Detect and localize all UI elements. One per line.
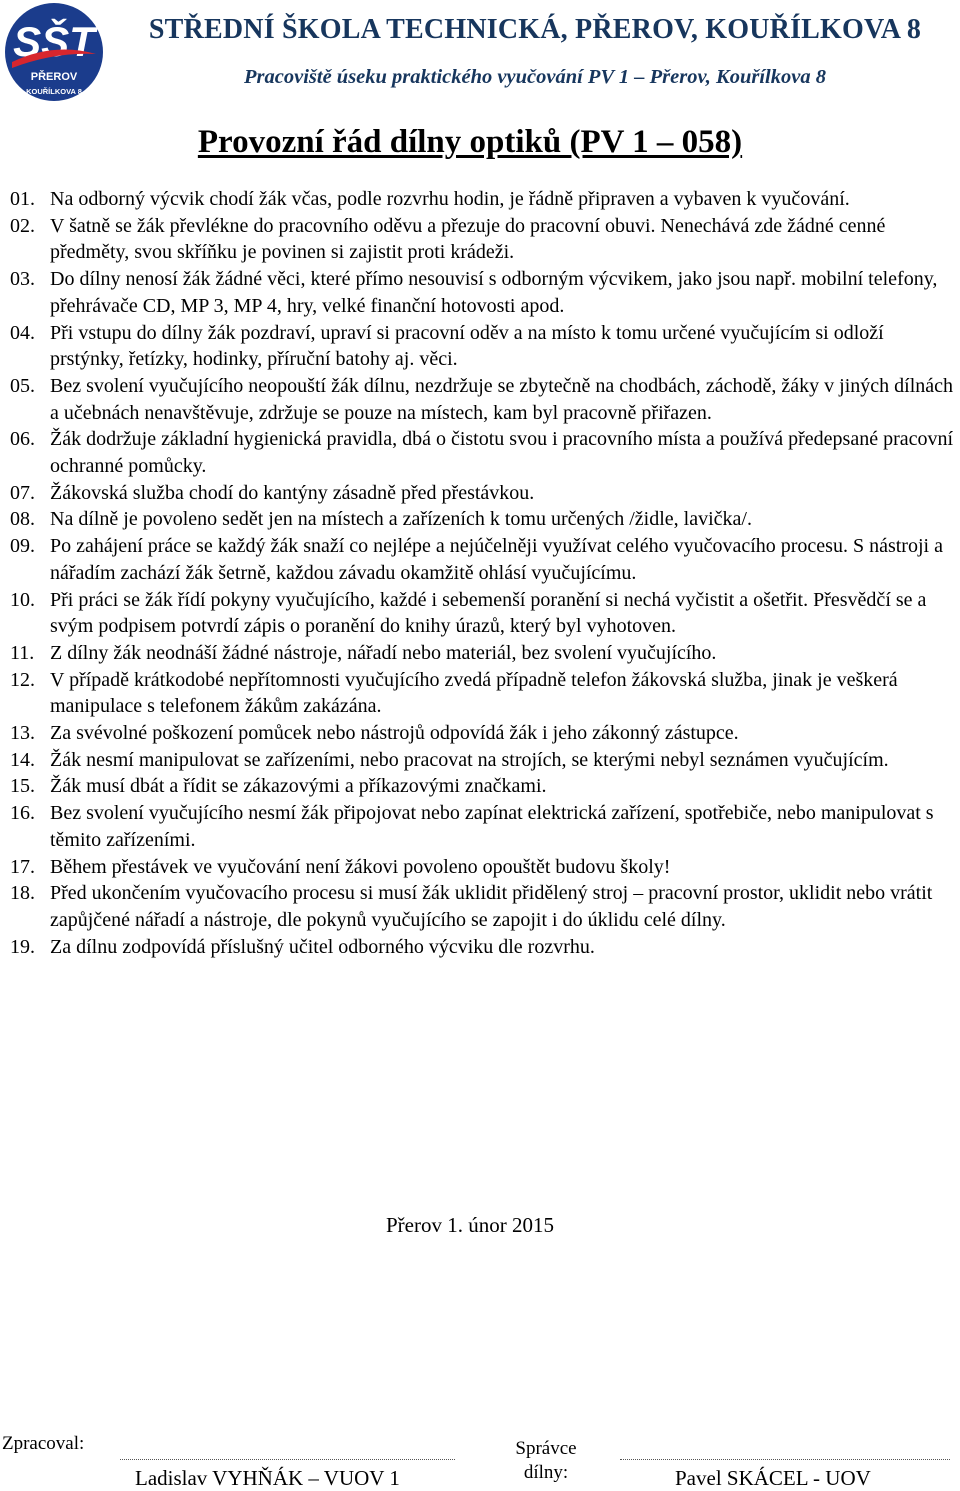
rule-number: 18.: [10, 882, 35, 905]
rule-text: Bez svolení vyučujícího nesmí žák připojovat nebo zapínat elektrická zařízení, spotřebiče, nebo manipulovat s těmito zařízeními.: [50, 802, 934, 851]
rule-number: 07.: [10, 481, 35, 504]
rule-number: 17.: [10, 855, 35, 878]
rule-number: 10.: [10, 588, 35, 611]
rule-text: Bez svolení vyučujícího neopouští žák dílnu, nezdržuje se zbytečně na chodbách, záchodě, žáky v jiných dílnách a učebnách nenavštěvuje, zdržuje se pouze na místech, kam byl pracovně přiřazen.: [50, 374, 954, 424]
rule-text: Žák dodržuje základní hygienická pravidla, dbá o čistotu svou i pracovního místa a používá předepsané pracovní ochranné pomůcky.: [50, 428, 954, 478]
rule-text: Během přestávek ve vyučování není žákovi povoleno opouštět budovu školy!: [50, 855, 671, 878]
rule-text: Na odborný výcvik chodí žák včas, podle rozvrhu hodin, je řádně připraven a vybaven k vyučování.: [50, 188, 850, 210]
rule-number: 12.: [10, 668, 35, 691]
prepared-by-label: Zpracoval:: [2, 1433, 85, 1454]
manager-label-line1: Správce: [515, 1438, 577, 1459]
prepared-signature-line: [120, 1459, 455, 1460]
rule-text: Z dílny žák neodnáší žádné nástroje, nářadí nebo materiál, bez svolení vyučujícího.: [50, 641, 717, 664]
rule-item: [10, 854, 958, 881]
rule-item: [10, 773, 958, 800]
logo-letters: SŠT: [13, 18, 95, 65]
rule-item: [10, 533, 958, 586]
rule-number: 16.: [10, 802, 35, 825]
rule-text: Při vstupu do dílny žák pozdraví, upraví si pracovní oděv a na místo k tomu určené vyučujícím si odloží prstýnky, řetízky, hodinky, příruční batohy aj. věci.: [50, 321, 884, 371]
prepared-by-name: Ladislav VYHŇÁK – VUOV 1: [135, 1466, 400, 1490]
rule-number: 11.: [10, 641, 35, 664]
rule-number: 06.: [10, 428, 35, 451]
rule-item: [10, 480, 958, 507]
rule-text: Žák musí dbát a řídit se zákazovými a příkazovými značkami.: [50, 775, 547, 798]
rule-text: V šatně se žák převlékne do pracovního oděvu a přezuje do pracovní obuvi. Nenechává zde žádné cenné předměty, svou skříňku je povinen si zajistit proti krádeži.: [50, 214, 886, 264]
rule-item: [10, 213, 958, 266]
logo-city: PŘEROV: [30, 71, 78, 83]
rule-item: [10, 426, 958, 479]
rule-text: Žákovská služba chodí do kantýny zásadně před přestávkou.: [50, 481, 535, 504]
rule-number: 04.: [10, 321, 35, 344]
place-and-date: Přerov 1. únor 2015: [386, 1213, 554, 1237]
rule-item: [10, 587, 958, 640]
rule-item: [10, 800, 958, 853]
rule-number: 08.: [10, 508, 35, 531]
rule-text: Za svévolné poškození pomůcek nebo nástrojů odpovídá žák i jeho zákonný zástupce.: [50, 722, 739, 745]
school-logo: [4, 2, 104, 102]
rule-item: [10, 373, 958, 426]
manager-signature-line: [620, 1459, 950, 1460]
rule-text: Při práci se žák řídí pokyny vyučujícího, každé i sebemenší poranění si nechá vyčistit a ošetřit. Přesvědčí se a svým podpisem potvrdí zápis o poranění do knihy úrazů, který byl vyhotoven.: [50, 588, 927, 638]
rule-number: 14.: [10, 748, 35, 771]
rule-item: [10, 186, 958, 213]
rule-item: [10, 934, 958, 961]
rule-item: [10, 880, 958, 933]
rule-number: 19.: [10, 935, 35, 958]
rule-item: [10, 667, 958, 720]
rule-text: Na dílně je povoleno sedět jen na místech a zařízeních k tomu určených /židle, lavička/.: [50, 508, 752, 531]
rule-item: [10, 747, 958, 774]
rule-item: [10, 640, 958, 667]
school-name: STŘEDNÍ ŠKOLA TECHNICKÁ, PŘEROV, KOUŘÍLKOVA 8: [148, 14, 922, 45]
rule-item: [10, 506, 958, 533]
rule-text: Před ukončením vyučovacího procesu si musí žák uklidit přidělený stroj – pracovní prostor, uklidit nebo vrátit zapůjčené nářadí a nástroje, dle pokynů vyučujícího se zapojit i do úklidu celé dílny.: [50, 882, 933, 931]
rules-list: [10, 186, 958, 960]
rule-number: 13.: [10, 722, 35, 745]
document-title: Provozní řád dílny optiků (PV 1 – 058): [197, 124, 743, 160]
rule-number: 01.: [10, 188, 35, 210]
manager-label-line2: dílny:: [523, 1462, 569, 1483]
rule-item: [10, 320, 958, 373]
manager-name: Pavel SKÁCEL - UOV: [675, 1466, 871, 1490]
rule-text: Za dílnu zodpovídá příslušný učitel odborného výcviku dle rozvrhu.: [50, 935, 595, 958]
rule-item: [10, 720, 958, 747]
rule-item: [10, 266, 958, 319]
rule-number: 09.: [10, 535, 35, 558]
rule-text: V případě krátkodobé nepřítomnosti vyučujícího zvedá případně telefon žákovská služba, jinak je veškerá manipulace s telefonem žákům zakázána.: [50, 668, 898, 718]
rule-number: 15.: [10, 775, 35, 798]
rule-number: 02.: [10, 214, 35, 237]
rule-text: Do dílny nenosí žák žádné věci, které přímo nesouvisí s odborným výcvikem, jako jsou např. mobilní telefony, přehrávače CD, MP 3, MP 4, hry, velké finanční hotovosti apod.: [50, 268, 938, 317]
rule-text: Po zahájení práce se každý žák snaží co nejlépe a nejúčelněji využívat celého vyučovacího procesu. S nástroji a nářadím zachází žák šetrně, každou závadu okamžitě ohlásí vyučujícímu.: [50, 535, 943, 584]
logo-street: KOUŘÍLKOVA 8: [26, 87, 82, 96]
rule-text: Žák nesmí manipulovat se zařízeními, nebo pracovat na strojích, se kterými nebyl seznámen vyučujícím.: [50, 748, 889, 771]
rule-number: 03.: [10, 268, 35, 291]
workplace-subtitle: Pracoviště úseku praktického vyučování PV 1 – Přerov, Kouřílkova 8: [244, 66, 826, 88]
rule-number: 05.: [10, 374, 35, 397]
